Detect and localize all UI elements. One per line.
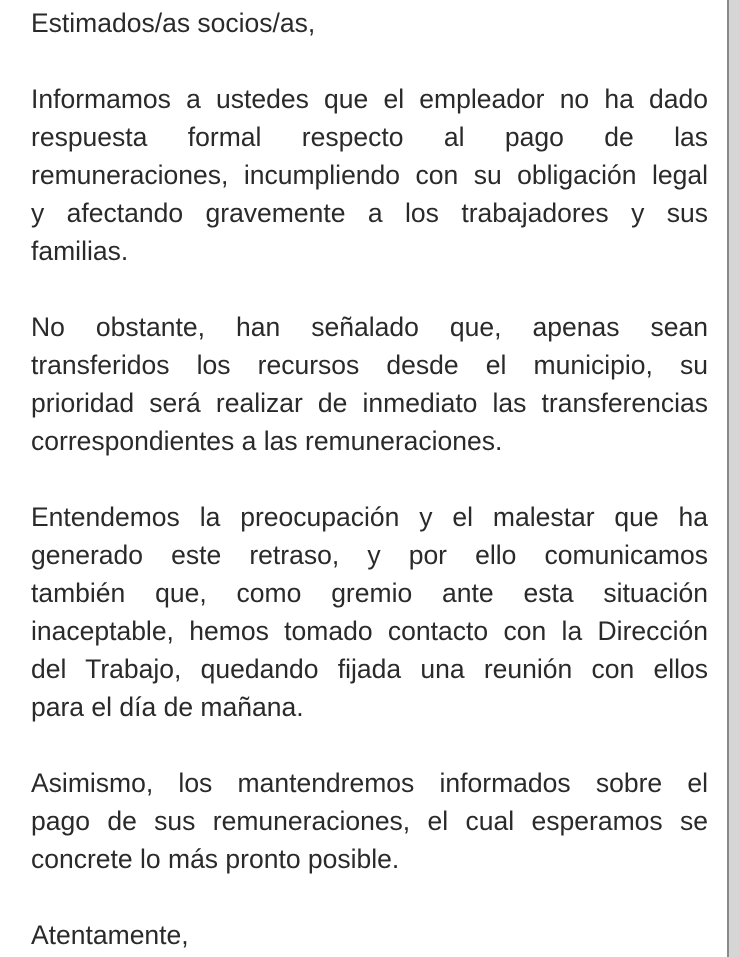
- paragraph-line: también que, como gremio ante esta situación: [31, 578, 708, 608]
- paragraph-4: [31, 764, 708, 878]
- paragraph-line: prioridad será realizar de inmediato las transferencias: [31, 388, 708, 418]
- paragraph-line: para el día de mañana.: [31, 692, 304, 722]
- paragraph-line: correspondientes a las remuneraciones.: [31, 426, 503, 456]
- paragraph-line: respuesta formal respecto al pago de las: [31, 122, 708, 152]
- paragraph-line: transferidos los recursos desde el municipio, su: [31, 350, 708, 380]
- paragraph-line: Asimismo, los mantendremos informados sobre el: [31, 768, 708, 798]
- paragraph-gap: [31, 460, 708, 498]
- letter-body: [31, 4, 708, 954]
- paragraph-3: [31, 498, 708, 726]
- paragraph-line: pago de sus remuneraciones, el cual esperamos se: [31, 806, 708, 836]
- paragraph-line: familias.: [31, 236, 129, 266]
- paragraph-line: concrete lo más pronto posible.: [31, 844, 400, 874]
- greeting: Estimados/as socios/as,: [31, 8, 316, 38]
- closing: Atentamente,: [31, 920, 189, 950]
- paragraph-line: remuneraciones, incumpliendo con su obligación legal: [31, 160, 708, 190]
- paragraph-gap: [31, 726, 708, 764]
- paragraph-gap: [31, 878, 708, 916]
- paragraph-gap: [31, 270, 708, 308]
- paragraph-2: [31, 308, 708, 460]
- paragraph-line: y afectando gravemente a los trabajadores y sus: [31, 198, 708, 228]
- page-edge: [727, 0, 739, 957]
- paragraph-gap: [31, 42, 708, 80]
- paragraph-line: Informamos a ustedes que el empleador no ha dado: [31, 84, 708, 114]
- paragraph-1: [31, 80, 708, 270]
- paragraph-line: del Trabajo, quedando fijada una reunión con ellos: [31, 654, 708, 684]
- paragraph-line: generado este retraso, y por ello comunicamos: [31, 540, 708, 570]
- paragraph-line: inaceptable, hemos tomado contacto con la Dirección: [31, 616, 708, 646]
- paragraph-line: No obstante, han señalado que, apenas sean: [31, 312, 708, 342]
- paragraph-line: Entendemos la preocupación y el malestar que ha: [31, 502, 708, 532]
